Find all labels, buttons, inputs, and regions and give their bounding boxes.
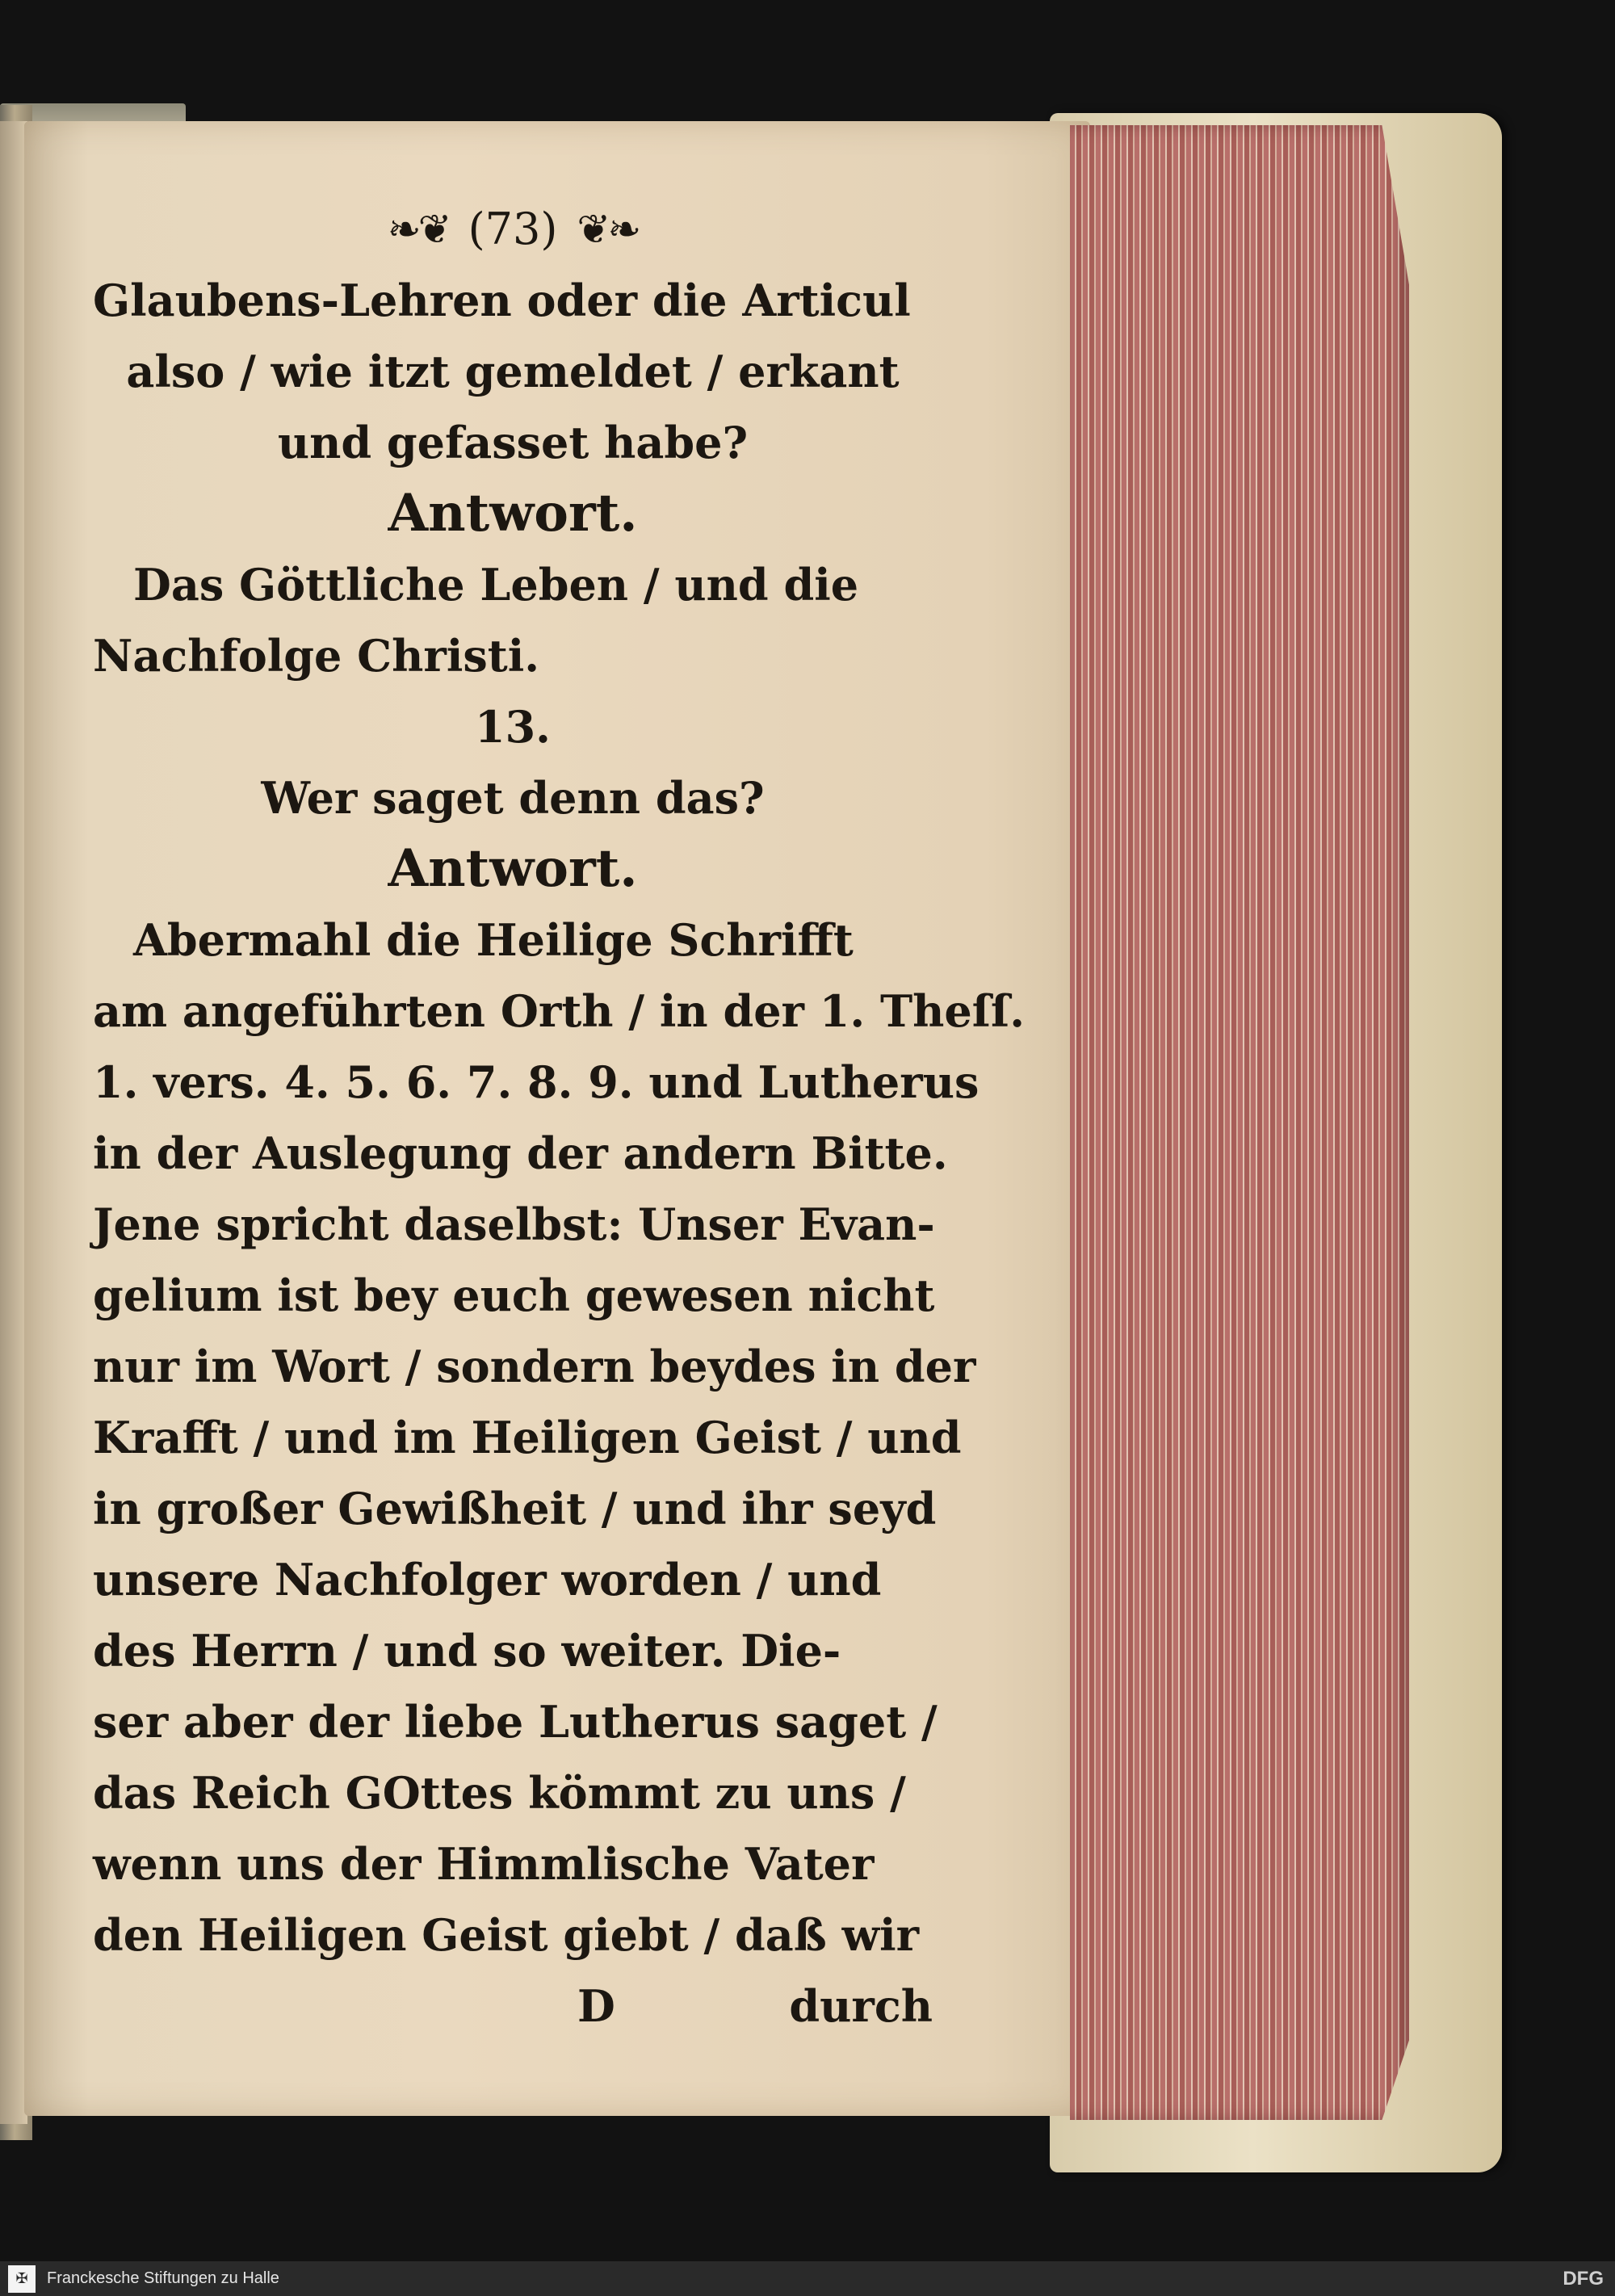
facing-page-edge [0, 121, 27, 2124]
text-line: am angeführten Orth / in der 1. Theſſ. [93, 985, 1026, 1037]
page-number: (73) [468, 204, 558, 254]
text-line: des Herrn / und so weiter. Die- [93, 1625, 841, 1677]
text-line: den Heiligen Geist giebt / daß wir [93, 1909, 920, 1961]
question-number: 13. [475, 701, 551, 753]
text-line: Krafft / und im Heiligen Geist / und [93, 1412, 962, 1463]
text-line: wenn uns der Himmlische Vater [93, 1838, 875, 1890]
answer-heading: Antwort. [388, 838, 638, 899]
ornament-left-icon: ❧❦ [387, 206, 449, 253]
answer-heading: Antwort. [388, 483, 638, 544]
text-line: in großer Gewißheit / und ihr seyd [93, 1483, 937, 1534]
text-line: das Reich GOttes kömmt zu uns / [93, 1767, 906, 1819]
page-text [93, 194, 1026, 2042]
text-line: Glaubens-Lehren oder die Articul [93, 275, 911, 326]
text-line: ser aber der liebe Lutherus saget / [93, 1696, 938, 1748]
dfg-badge: DFG [1563, 2268, 1604, 2290]
catchline [93, 1971, 933, 2042]
text-line: in der Auslegung der andern Bitte. [93, 1127, 948, 1179]
institution-name: Franckesche Stiftungen zu Halle [47, 2269, 279, 2287]
page-header [93, 194, 933, 265]
catchword: durch [789, 1980, 933, 2032]
institution-logo-icon: ✠ [8, 2265, 36, 2293]
text-line: gelium ist bey euch gewesen nicht [93, 1270, 935, 1321]
text-line: nur im Wort / sondern beydes in der [93, 1341, 976, 1392]
text-line: Jene spricht daselbst: Unser Evan- [93, 1198, 935, 1250]
ornament-right-icon: ❦❧ [577, 206, 639, 253]
text-line: Abermahl die Heilige Schrifft [133, 914, 854, 966]
text-line: also / wie itzt gemeldet / erkant [126, 346, 900, 397]
text-line: 1. vers. 4. 5. 6. 7. 8. 9. und Lutherus [93, 1056, 979, 1108]
text-line: Das Göttliche Leben / und die [133, 559, 859, 611]
question-line: Wer saget denn das? [261, 772, 765, 824]
text-line: und gefasset habe? [277, 417, 749, 468]
viewer-footer [0, 2261, 1615, 2296]
text-line: unsere Nachfolger worden / und [93, 1554, 882, 1606]
page-edges [1070, 125, 1409, 2120]
signature-mark: D [577, 1980, 615, 2032]
text-line: Nachfolge Christi. [93, 630, 540, 682]
